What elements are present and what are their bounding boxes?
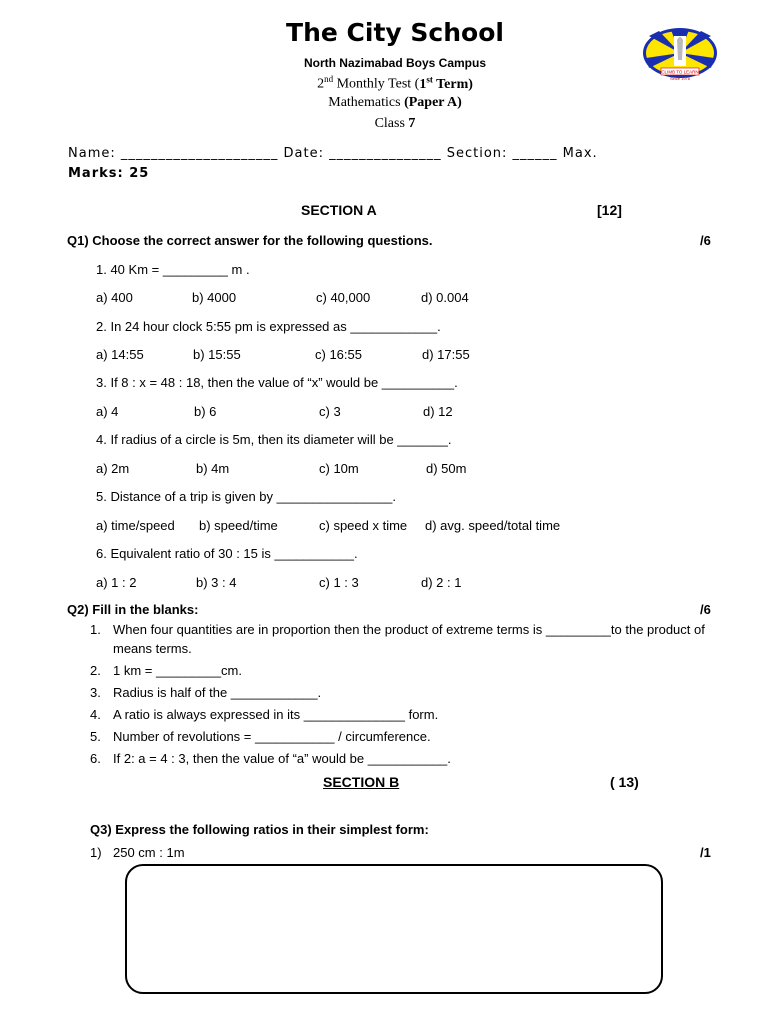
q1-item-6-option-c: c) 1 : 3 <box>319 575 359 590</box>
q3-item-1: 250 cm : 1m <box>113 845 185 860</box>
q1-item-6-option-b: b) 3 : 4 <box>196 575 237 590</box>
q1-item-5-option-c: c) speed x time <box>319 518 408 533</box>
q1-item-3-option-b: b) 6 <box>194 404 217 419</box>
q2-marks: /6 <box>700 602 711 617</box>
q1-marks: /6 <box>700 233 711 248</box>
school-logo <box>641 26 719 82</box>
q3-title: Q3) Express the following ratios in their simplest form: <box>90 822 429 837</box>
q1-item-6-option-d: d) 2 : 1 <box>421 575 462 590</box>
section-b-title: SECTION B <box>323 774 400 790</box>
q1-item-4-option-b: b) 4m <box>196 461 230 476</box>
q1-item-1-option-b: b) 4000 <box>192 290 237 305</box>
q1-item-2-option-c: c) 16:55 <box>315 347 362 362</box>
answer-box[interactable] <box>125 864 663 994</box>
q3-item-1-marks: /1 <box>700 845 711 860</box>
q1-item-1-option-a: a) 400 <box>96 290 133 305</box>
q1-item-2: 2. In 24 hour clock 5:55 pm is expressed as ____________. <box>96 319 441 334</box>
q1-item-1: 1. 40 Km = _________ m . <box>96 262 250 277</box>
section-a-marks: [12] <box>597 202 622 218</box>
q1-item-5-option-b: b) speed/time <box>199 518 278 533</box>
svg-text:CLIMB TO LEARN: CLIMB TO LEARN <box>661 69 699 75</box>
q1-item-3-option-d: d) 12 <box>423 404 453 419</box>
q2-item-2: 2. 1 km = _________cm. <box>90 663 242 678</box>
student-info-line: Name: _____________________ Date: _______________ Section: ______ Max. <box>68 146 598 161</box>
q2-item-6: 6. If 2: a = 4 : 3, then the value of “a” would be ___________. <box>90 751 451 766</box>
q1-item-4-option-c: c) 10m <box>319 461 359 476</box>
section-a-title: SECTION A <box>301 202 377 218</box>
q1-item-5-option-a: a) time/speed <box>96 518 175 533</box>
q2-item-3: 3. Radius is half of the ____________. <box>90 685 322 700</box>
q3-item-1-number: 1) <box>90 845 102 860</box>
q1-item-3-option-c: c) 3 <box>319 404 341 419</box>
q1-item-4-option-d: d) 50m <box>426 461 467 476</box>
q1-title: Q1) Choose the correct answer for the following questions. <box>67 233 433 248</box>
q1-item-1-option-c: c) 40,000 <box>316 290 371 305</box>
q1-item-5: 5. Distance of a trip is given by ________________. <box>96 489 396 504</box>
q1-item-4: 4. If radius of a circle is 5m, then its diameter will be _______. <box>96 432 452 447</box>
section-b-marks: ( 13) <box>610 774 639 790</box>
svg-text:Since 1978: Since 1978 <box>669 76 691 81</box>
school-name: The City School <box>286 18 504 47</box>
q1-item-2-option-d: d) 17:55 <box>422 347 470 362</box>
q1-item-1-option-d: d) 0.004 <box>421 290 469 305</box>
subject-line: Mathematics (Paper A) <box>328 95 462 110</box>
q1-item-6-option-a: a) 1 : 2 <box>96 575 137 590</box>
q1-item-6: 6. Equivalent ratio of 30 : 15 is ___________. <box>96 546 358 561</box>
q1-item-3-option-a: a) 4 <box>96 404 119 419</box>
q2-title: Q2) Fill in the blanks: <box>67 602 199 617</box>
q1-item-5-option-d: d) avg. speed/total time <box>425 518 561 533</box>
q2-item-1: 1. When four quantities are in proportion then the product of extreme terms is _________to the product of means terms. <box>90 622 705 656</box>
class-line: Class 7 <box>374 116 416 131</box>
q1-item-4-option-a: a) 2m <box>96 461 130 476</box>
q2-list <box>90 620 710 771</box>
q1-item-2-option-a: a) 14:55 <box>96 347 144 362</box>
test-title: 2nd Monthly Test (1st Term) <box>317 74 473 92</box>
max-marks-line: Marks: 25 <box>68 166 150 181</box>
campus-name: North Nazimabad Boys Campus <box>303 56 487 70</box>
q1-item-2-option-b: b) 15:55 <box>193 347 241 362</box>
q2-item-4: 4. A ratio is always expressed in its ______________ form. <box>90 707 439 722</box>
q1-item-3: 3. If 8 : x = 48 : 18, then the value of “x” would be __________. <box>96 375 458 390</box>
q2-item-5: 5. Number of revolutions = ___________ / circumference. <box>90 729 431 744</box>
